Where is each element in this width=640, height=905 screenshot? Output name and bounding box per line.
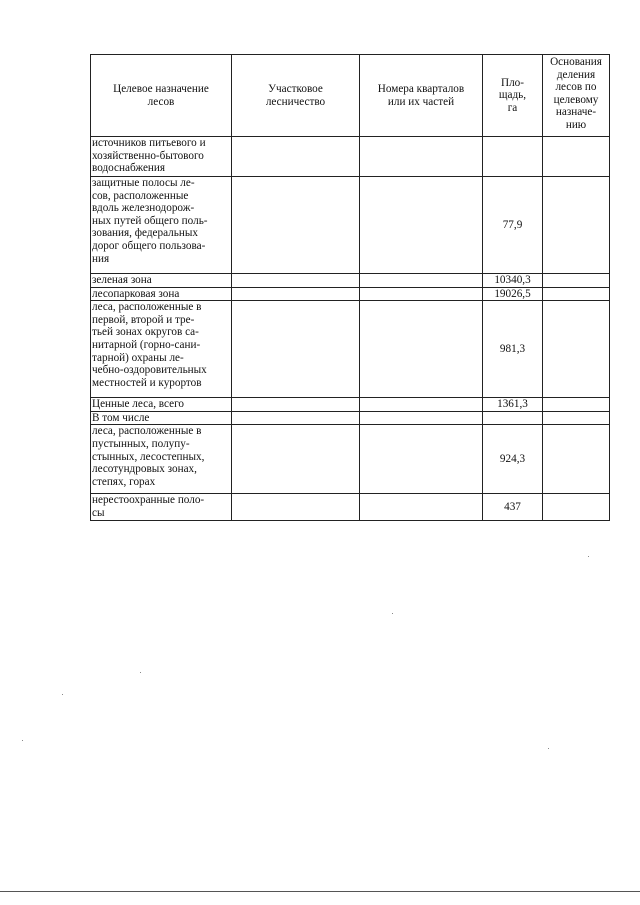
cell-forestry xyxy=(232,177,360,274)
header-basis xyxy=(543,55,610,137)
cell-quarters xyxy=(360,177,483,274)
cell-purpose: защитные полосы ле- сов, расположенные вдоль железнодорож- ных путей общего поль- зования, федеральных дорог общего пользова- ния xyxy=(91,177,232,274)
cell-basis xyxy=(543,287,610,301)
header-quarters xyxy=(360,55,483,137)
cell-area xyxy=(483,137,543,177)
cell-forestry xyxy=(232,287,360,301)
cell-purpose: Ценные леса, всего xyxy=(91,398,232,412)
header-area-label: Пло- щадь, га xyxy=(498,76,527,114)
cell-forestry xyxy=(232,274,360,288)
cell-forestry xyxy=(232,411,360,425)
cell-area: 1361,3 xyxy=(483,398,543,412)
header-forestry xyxy=(232,55,360,137)
forest-purpose-table xyxy=(90,54,610,521)
table-header-row xyxy=(91,55,610,137)
cell-basis xyxy=(543,301,610,398)
cell-purpose: зеленая зона xyxy=(91,274,232,288)
table-row xyxy=(91,425,610,494)
cell-purpose: В том числе xyxy=(91,411,232,425)
scan-speck xyxy=(392,613,393,614)
scan-speck xyxy=(140,672,141,673)
cell-area: 19026,5 xyxy=(483,287,543,301)
cell-area: 77,9 xyxy=(483,177,543,274)
cell-forestry xyxy=(232,398,360,412)
cell-basis xyxy=(543,177,610,274)
cell-basis xyxy=(543,425,610,494)
header-basis-label: Основания деления лесов по целевому назначе- нию xyxy=(550,56,602,131)
scan-speck xyxy=(62,694,63,695)
cell-purpose: лесопарковая зона xyxy=(91,287,232,301)
cell-quarters xyxy=(360,494,483,521)
page-bottom-edge xyxy=(0,891,640,892)
cell-forestry xyxy=(232,494,360,521)
cell-area: 924,3 xyxy=(483,425,543,494)
cell-area: 981,3 xyxy=(483,301,543,398)
cell-area: 10340,3 xyxy=(483,274,543,288)
cell-basis xyxy=(543,274,610,288)
cell-basis xyxy=(543,137,610,177)
header-quarters-label: Номера кварталов или их частей xyxy=(377,82,465,108)
cell-quarters xyxy=(360,287,483,301)
cell-basis xyxy=(543,494,610,521)
table-row xyxy=(91,137,610,177)
header-forestry-label: Участковое лесничество xyxy=(265,82,326,108)
cell-quarters xyxy=(360,425,483,494)
cell-purpose: источников питьевого и хозяйственно-бытового водоснабжения xyxy=(91,137,232,177)
cell-purpose: леса, расположенные в первой, второй и тре- тьей зонах округов са- нитарной (горно-сани- тарной) охраны ле- чебно-оздоровительных местностей и курортов xyxy=(91,301,232,398)
scan-speck xyxy=(22,740,23,741)
cell-quarters xyxy=(360,411,483,425)
table-row xyxy=(91,411,610,425)
cell-forestry xyxy=(232,301,360,398)
cell-purpose: леса, расположенные в пустынных, полупу- стынных, лесостепных, лесотундровых зонах, степях, горах xyxy=(91,425,232,494)
cell-forestry xyxy=(232,425,360,494)
cell-quarters xyxy=(360,137,483,177)
table-row xyxy=(91,301,610,398)
table-row xyxy=(91,287,610,301)
table-row xyxy=(91,398,610,412)
cell-forestry xyxy=(232,137,360,177)
header-purpose-label: Целевое назначение лесов xyxy=(113,82,209,108)
cell-basis xyxy=(543,398,610,412)
cell-quarters xyxy=(360,301,483,398)
scan-speck xyxy=(588,556,589,557)
table-row xyxy=(91,494,610,521)
cell-area xyxy=(483,411,543,425)
cell-basis xyxy=(543,411,610,425)
header-area xyxy=(483,55,543,137)
cell-quarters xyxy=(360,398,483,412)
header-purpose xyxy=(91,55,232,137)
cell-area: 437 xyxy=(483,494,543,521)
table-row xyxy=(91,177,610,274)
cell-quarters xyxy=(360,274,483,288)
scan-speck xyxy=(548,748,549,749)
cell-purpose: нерестоохранные поло- сы xyxy=(91,494,232,521)
table-row xyxy=(91,274,610,288)
